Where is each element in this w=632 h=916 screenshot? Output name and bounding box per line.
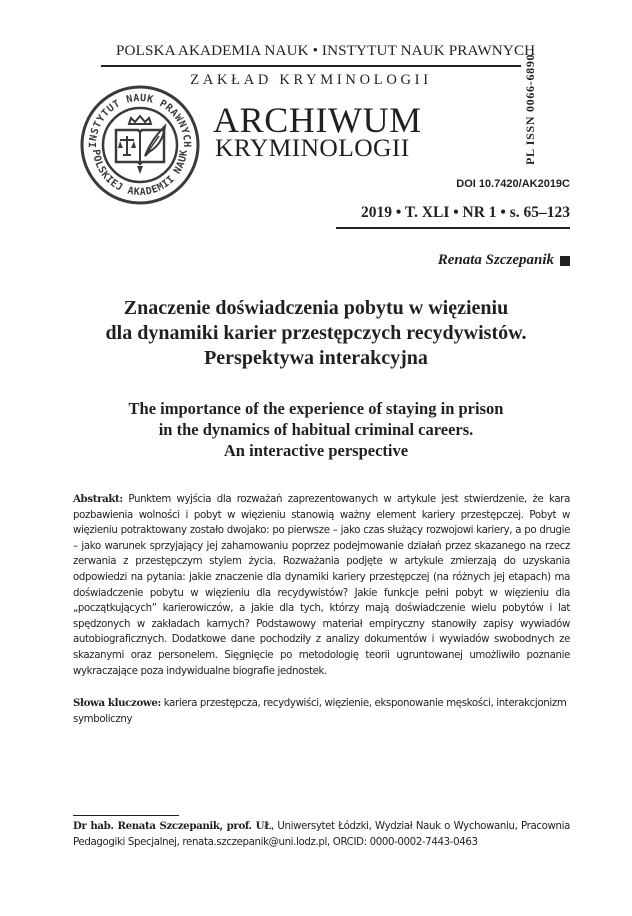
issue-info: 2019 • T. XLI • NR 1 • s. 65–123 [360, 204, 570, 221]
header-rule [101, 65, 521, 67]
article-title-en [62, 398, 570, 461]
footnote-rule [73, 815, 179, 816]
issue-rule [336, 227, 570, 229]
crown-icon [129, 116, 151, 124]
keywords [73, 696, 570, 727]
journal-title [213, 100, 422, 162]
department-header: ZAKŁAD KRYMINOLOGII [190, 72, 432, 88]
title-en-line: The importance of the experience of staying in prison [128, 399, 504, 418]
keywords-text: kariera przestępcza, recydywiści, więzienie, eksponowanie męskości, interakcjonizm symboliczny [73, 698, 567, 725]
abstract-label: Abstrakt: [73, 493, 123, 505]
logo-ring-bottom-text: POLSKIEJ AKADEMII NAUK [89, 148, 191, 199]
logo-ring-top-text: INSTYTUT NAUK PRAWNYCH [87, 92, 193, 148]
institution-header: POLSKA AKADEMIA NAUK • INSTYTUT NAUK PRAWNYCH [116, 42, 536, 59]
article-title-pl [62, 296, 570, 371]
doi-label: DOI 10.7420/AK2019C [456, 178, 570, 190]
author-footnote [73, 819, 570, 850]
abstract-text: Punktem wyjścia dla rozważań zaprezentowanych w artykule jest stwierdzenie, że kara pozbawienia wolności i pobyt w więzieniu stanowią ważny element kariery przestępczej. Pobyt w więzieniu potraktowany zostało dwojako: po pierwsze – jako czas służący rozwojowi kariery, a po drugie – jako warunek sprzyjający jej zahamowaniu poprzez podejmowanie działań przez skazanego na rzecz zerwania z przestępczym stylem życia. Rozważania podjęte w artykule zmierzają do uzyskania odpowiedzi na pytania: jakie znaczenie dla dynamiki kariery przestępczej (na różnych jej etapach) ma doświadczenie pobytu w więzieniu dla recydywistów? Jakie funkcje pełni pobyt w więzieniu dla „początkujących” karierowiczów, a jakie dla tych, którzy mają doświadczenie wielu pobytów i lat spędzonych w zakładach karnych? Podstawowy materiał empiryczny stanowiły zapisy wywiadów autobiograficznych. Dodatkowe dane pochodziły z analizy dokumentów i wywiadów swobodnych ze skazanymi oraz personelem. Sięgnięcie po metodologię teorii ugruntowanej umożliwiło poznanie wykraczające poza indywidualne biografie jednostek. [73, 494, 570, 677]
title-en-line: in the dynamics of habitual criminal careers. [158, 420, 474, 439]
title-pl-line: dla dynamiki karier przestępczych recydywistów. [105, 322, 527, 344]
footnote-text: , Uniwersytet Łódzki, Wydział Nauk o Wychowaniu, Pracownia Pedagogiki Specjalnej, renata.szczepanik@uni.lodz.pl, ORCID: 0000-0002-7443-0463 [73, 821, 570, 848]
journal-title-line1: ARCHIWUM [213, 100, 422, 140]
square-bullet-icon [560, 256, 570, 266]
author-name: Renata Szczepanik [437, 252, 554, 268]
title-pl-line: Znaczenie doświadczenia pobytu w więzieniu [123, 297, 509, 319]
title-pl-line: Perspektywa interakcyjna [204, 347, 428, 369]
keywords-label: Słowa kluczowe: [73, 697, 161, 709]
footnote-author: Dr hab. Renata Szczepanik, prof. UŁ [73, 820, 272, 832]
institute-logo-icon [79, 84, 201, 206]
abstract [73, 492, 570, 679]
issn-label: PL ISSN 0066-6890 [523, 53, 537, 165]
article-author [438, 252, 570, 269]
title-en-line: An interactive perspective [223, 441, 409, 460]
journal-title-line2: KRYMINOLOGII [215, 133, 410, 162]
